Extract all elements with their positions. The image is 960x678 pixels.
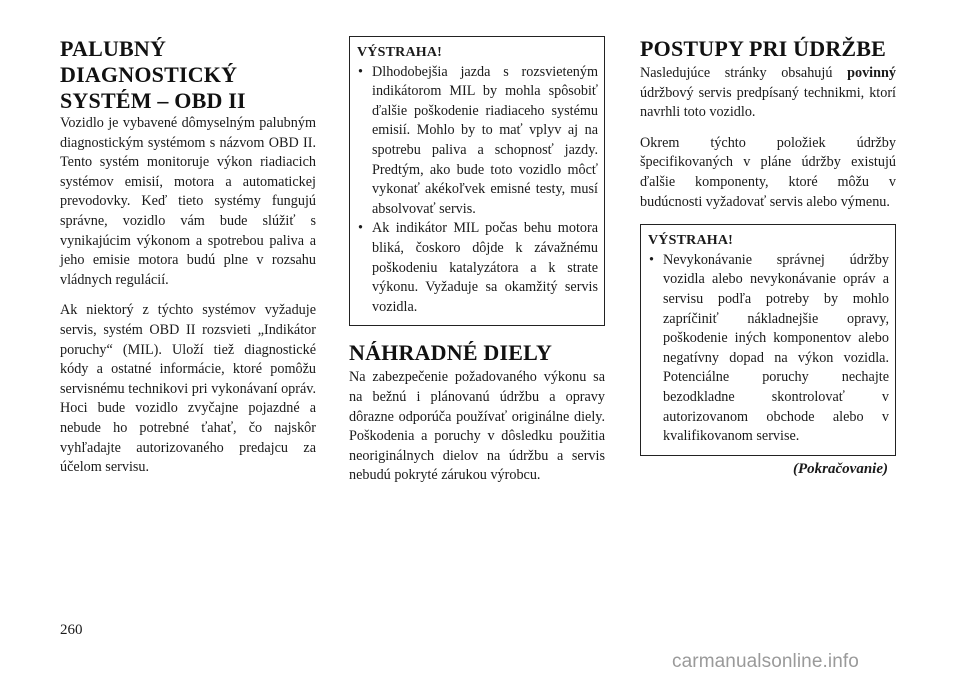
watermark: carmanualsonline.info [672,651,859,672]
warning-title: VÝSTRAHA! [648,233,734,249]
heading-obd-line-3: SYSTÉM – OBD II [60,88,246,113]
column-obd [60,36,316,478]
maintenance-paragraph-2: Okrem týchto položiek údržby špecifikovaných v pláne údržby existujú ďalšie komponenty, ktoré môžu v budúcnosti vyžadovať servis alebo výmenu. [640,134,896,210]
maintenance-text-after: údržbový servis predpísaný technikmi, ktorí navrhli toto vozidlo. [640,84,896,121]
heading-spare-parts: NÁHRADNÉ DIELY [349,340,553,366]
continued-label: (Pokračovanie) [793,460,888,477]
warning-item: • Dlhodobejšia jazda s rozsvieteným indikátorom MIL by mohla spôsobiť ďalšie poškodenie riadiaceho systému emisií. Mohlo by to mať vplyv aj na spotrebu paliva a schopnosť jazdy. Predtým, ako bude toto vozidlo môcť vykonať akékoľvek emisné testy, musí absolvovať servis. [357,63,598,220]
warning-title: VÝSTRAHA! [357,45,443,60]
maintenance-paragraph-1 [640,64,896,123]
spare-parts-paragraph: Na zabezpečenie požadovaného výkonu sa na bežnú i plánovanú údržbu a opravy dôrazne odporúča používať originálne diely. Poškodenia a poruchy v dôsledku použitia neoriginálnych dielov na údržbu a servis nebudú pokryté zárukou výrobcu. [349,369,605,484]
warning-list [357,63,598,318]
heading-maintenance: POSTUPY PRI ÚDRŽBE [640,36,887,61]
heading-obd-line-1: PALUBNÝ [60,36,167,61]
obd-paragraph-2: Ak niektorý z týchto systémov vyžaduje servis, systém OBD II rozsvieti „Indikátor poruchy“ (MIL). Uloží tiež diagnostické kódy a ostatné informácie, ktoré pomôžu servisnému technikovi pri vykonávaní opráv. Hoci bude vozidlo zvyčajne pojazdné a nebude ho potrebné ťahať, čo najskôr vyhľadajte autorizovaného predajcu za účelom servisu. [60,302,316,476]
warning-list [648,251,889,447]
heading-obd [60,36,310,114]
warning-item: • Nevykonávanie správnej údržby vozidla alebo nevykonávanie opráv a servisu podľa potreby by mohlo zapríčiniť nákladnejšie opravy, poškodenie iných komponentov alebo negatívny dopad na výkon vozidla. Potenciálne poruchy nechajte bezodkladne skontrolovať v autorizovanom obchode alebo v kvalifikovanom servise. [648,251,889,447]
obd-paragraph-1: Vozidlo je vybavené dômyselným palubným diagnostickým systémom s názvom OBD II. Tento systém monitoruje výkon riadiacich systémov emisií, motora a automatickej prevodovky. Keď tieto systémy fungujú správne, vozidlo vám bude slúžiť s vynikajúcim výkonom a spotrebou paliva a jeho emisie motora budú plne v rozsahu vládnych regulácií. [60,115,316,288]
column-warning-parts [349,36,605,486]
maintenance-text-before: Nasledujúce stránky obsahujú [640,65,848,81]
heading-obd-line-2: DIAGNOSTICKÝ [60,62,238,87]
warning-box-maintenance [640,224,896,456]
warning-box-mil [349,36,605,326]
page-number: 260 [60,622,83,638]
maintenance-text-bold: povinný [847,65,896,81]
column-maintenance [640,36,896,479]
warning-item: • Ak indikátor MIL počas behu motora bliká, čoskoro dôjde k závažnému poškodeniu katalyzátora a k strate výkonu. Vyžaduje sa okamžitý servis vozidla. [357,219,598,317]
